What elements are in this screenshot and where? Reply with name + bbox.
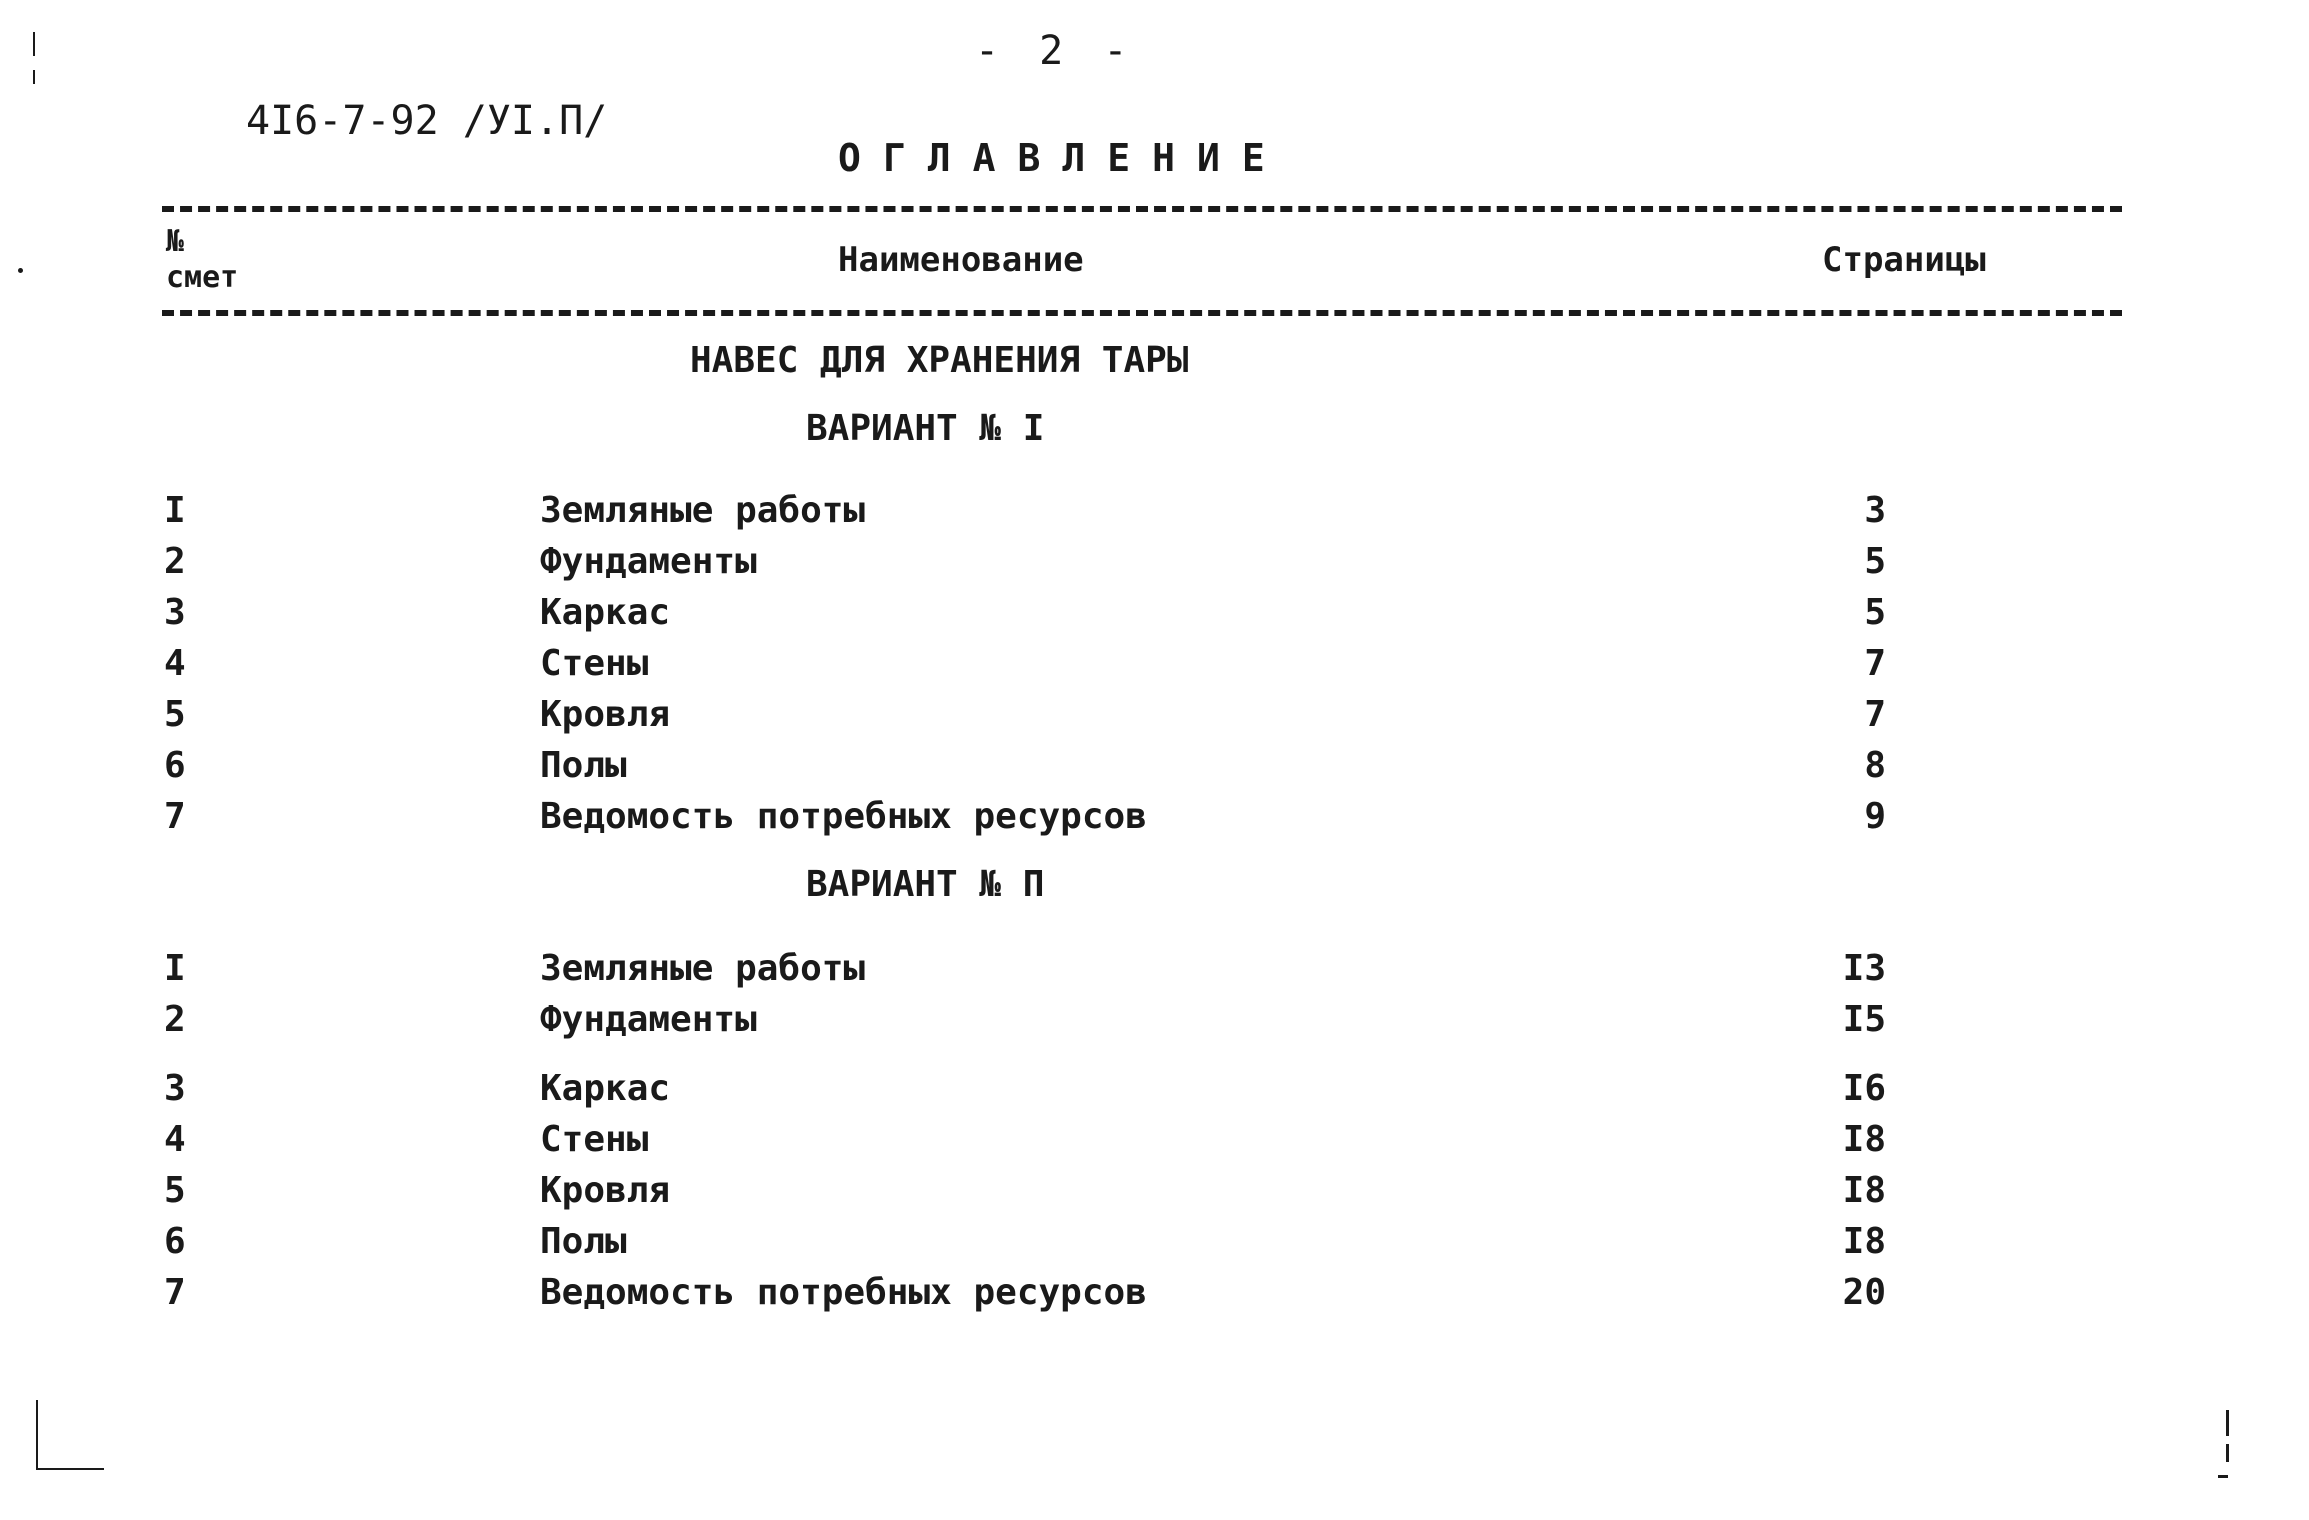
row-name: Фундаменты <box>540 541 757 582</box>
row-number: 2 <box>164 541 186 582</box>
table-row <box>0 490 2309 540</box>
row-name: Стены <box>540 643 649 684</box>
row-number: 3 <box>164 1068 186 1109</box>
variant-heading-1: ВАРИАНТ № I <box>806 408 1045 449</box>
section-title: НАВЕС ДЛЯ ХРАНЕНИЯ ТАРЫ <box>690 340 1189 381</box>
table-row <box>0 745 2309 795</box>
table-row <box>0 1119 2309 1169</box>
row-name: Земляные работы <box>540 948 866 989</box>
table-row <box>0 1170 2309 1220</box>
row-number: 4 <box>164 643 186 684</box>
table-row <box>0 948 2309 998</box>
row-page: I5 <box>1842 999 1886 1040</box>
corner-mark-horizontal <box>36 1468 104 1470</box>
row-name: Стены <box>540 1119 649 1160</box>
row-number: 7 <box>164 796 186 837</box>
row-page: I8 <box>1842 1221 1886 1262</box>
row-number: I <box>164 948 186 989</box>
row-page: 5 <box>1864 592 1886 633</box>
row-page: 3 <box>1864 490 1886 531</box>
row-number: 3 <box>164 592 186 633</box>
row-name: Земляные работы <box>540 490 866 531</box>
row-number: 5 <box>164 694 186 735</box>
row-name: Каркас <box>540 592 671 633</box>
page-number: - 2 - <box>975 28 1136 74</box>
table-row <box>0 694 2309 744</box>
row-number: 6 <box>164 1221 186 1262</box>
row-name: Ведомость потребных ресурсов <box>540 1272 1147 1313</box>
row-page: 8 <box>1864 745 1886 786</box>
row-page: 7 <box>1864 643 1886 684</box>
document-id: 4I6-7-92 /УI.П/ <box>246 98 608 144</box>
table-row <box>0 643 2309 693</box>
table-row <box>0 1068 2309 1118</box>
scan-mark <box>18 268 23 273</box>
scan-mark <box>2226 1410 2229 1436</box>
scan-mark <box>2226 1444 2229 1462</box>
row-page: I3 <box>1842 948 1886 989</box>
row-number: 2 <box>164 999 186 1040</box>
row-name: Фундаменты <box>540 999 757 1040</box>
row-number: I <box>164 490 186 531</box>
row-name: Полы <box>540 745 627 786</box>
row-name: Ведомость потребных ресурсов <box>540 796 1147 837</box>
row-page: 9 <box>1864 796 1886 837</box>
row-page: I6 <box>1842 1068 1886 1109</box>
row-name: Полы <box>540 1221 627 1262</box>
table-row <box>0 999 2309 1049</box>
table-row <box>0 1221 2309 1271</box>
row-name: Кровля <box>540 1170 671 1211</box>
row-page: I8 <box>1842 1119 1886 1160</box>
scan-mark <box>2218 1475 2228 1478</box>
page-title: ОГЛАВЛЕНИЕ <box>838 136 1287 180</box>
column-header-name: Наименование <box>838 240 1084 280</box>
header-top-rule <box>162 206 2122 212</box>
column-header-pages: Страницы <box>1822 240 1986 280</box>
row-page: I8 <box>1842 1170 1886 1211</box>
scan-mark <box>33 32 35 56</box>
table-row <box>0 541 2309 591</box>
row-number: 4 <box>164 1119 186 1160</box>
row-number: 5 <box>164 1170 186 1211</box>
row-number: 6 <box>164 745 186 786</box>
row-number: 7 <box>164 1272 186 1313</box>
row-page: 7 <box>1864 694 1886 735</box>
table-row <box>0 1272 2309 1322</box>
column-header-number: № смет <box>166 224 239 295</box>
variant-heading-2: ВАРИАНТ № П <box>806 864 1045 905</box>
row-page: 5 <box>1864 541 1886 582</box>
row-name: Кровля <box>540 694 671 735</box>
row-page: 20 <box>1842 1272 1886 1313</box>
row-name: Каркас <box>540 1068 671 1109</box>
scan-mark <box>33 70 35 84</box>
header-bottom-rule <box>162 310 2122 316</box>
table-row <box>0 592 2309 642</box>
table-row <box>0 796 2309 846</box>
corner-mark-vertical <box>36 1400 38 1470</box>
